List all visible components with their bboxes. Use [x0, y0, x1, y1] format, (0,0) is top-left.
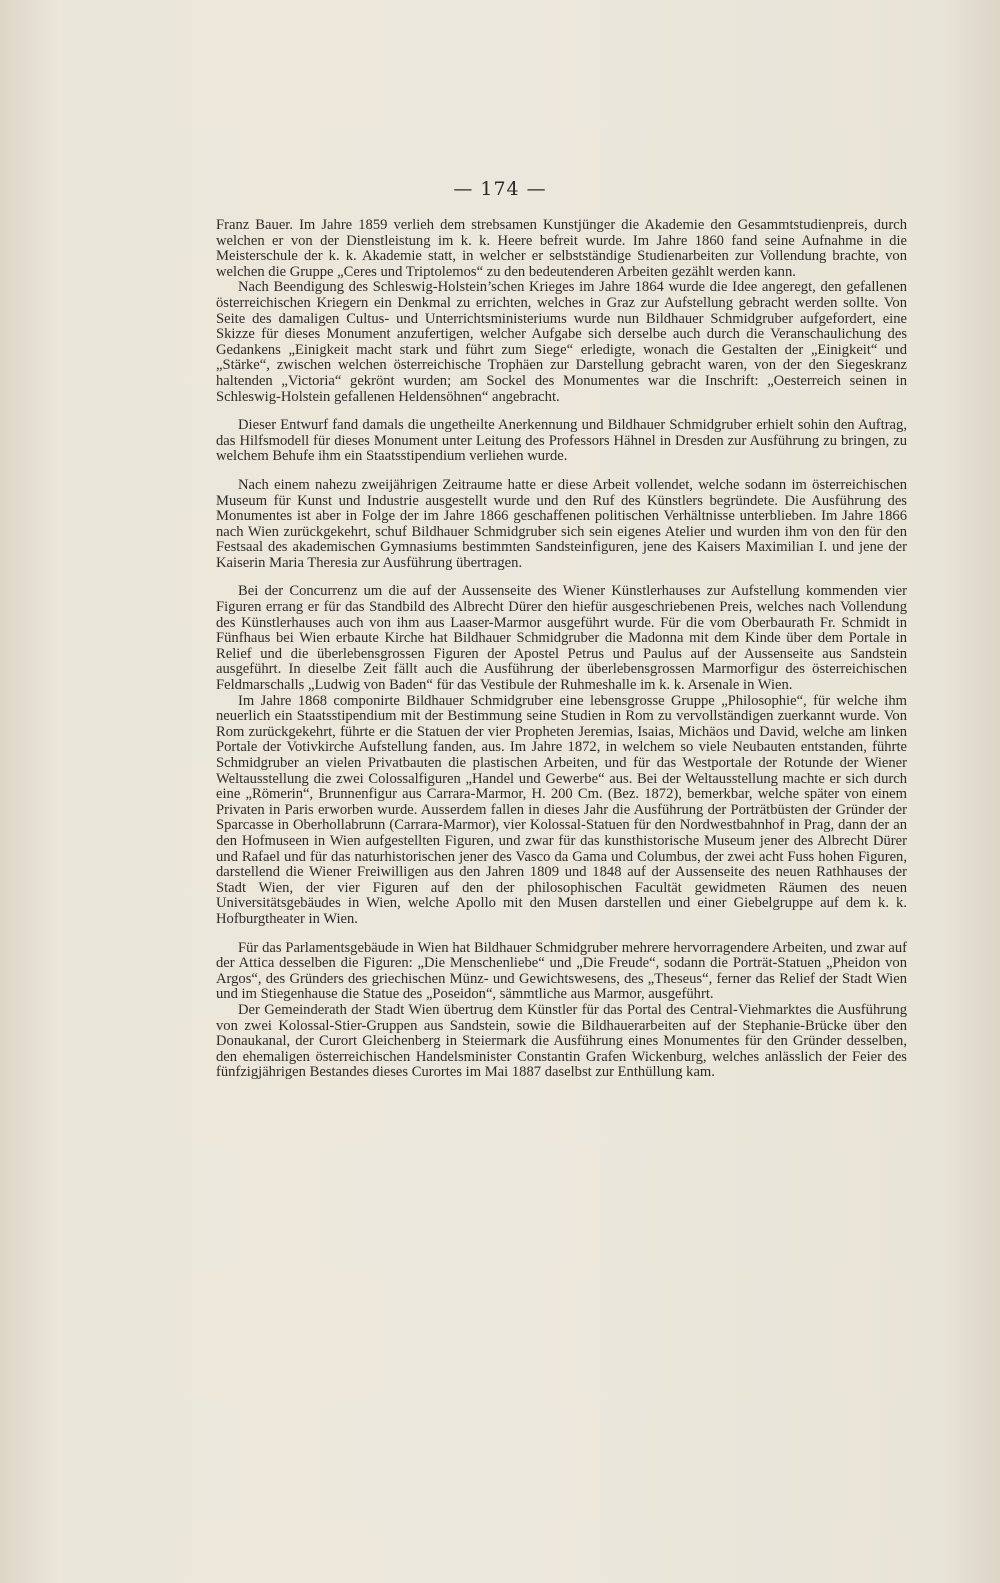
paragraph-3: Dieser Entwurf fand damals die ungetheilte Anerkennung und Bildhauer Schmidgruber erhielt sohin den Auftrag, das Hilfsmodell für dieses Monument unter Leitung des Professors Hähnel in Dresden zur Ausführung zu bringen, zu welchem Behufe ihm ein Staatsstipendium verliehen wurde.	[216, 417, 907, 465]
paragraph-7: Für das Parlamentsgebäude in Wien hat Bildhauer Schmidgruber mehrere hervorragendere Arbeiten, und zwar auf der Attica desselben die Figuren: „Die Menschenliebe“ und „Die Freude“, sodann die Porträt-Statuen „Pheidon von Argos“, des Gründers des griechischen Münz- und Gewichtswesens, des „Theseus“, ferner das Relief der Stadt Wien und im Stiegenhause die Statue des „Poseidon“, sämmtliche aus Marmor, ausgeführt.	[216, 939, 907, 1003]
page-number: — 174 —	[453, 178, 547, 200]
paragraph-1: Franz Bauer. Im Jahre 1859 verlieh dem strebsamen Kunstjünger die Akademie den Gesammtstudienpreis, durch welchen er von der Dienstleistung im k. k. Heere befreit wurde. Im Jahre 1860 fand seine Aufnahme in die Meisterschule der k. k. Akademie statt, in welcher er selbstständige Studienarbeiten zur Vollendung brachte, von welchen die Gruppe „Ceres und Triptolemos“ zu den bedeutenderen Arbeiten gezählt werden kann.	[216, 217, 907, 280]
paragraph-8: Der Gemeinderath der Stadt Wien übertrug dem Künstler für das Portal des Central-Viehmarktes die Ausführung von zwei Kolossal-Stier-Gruppen aus Sandstein, sowie die Bildhauerarbeiten auf der Stephanie-Brücke über den Donaukanal, der Curort Gleichenberg in Steiermark die Ausführung eines Monumentes für den Gründer desselben, den ehemaligen österreichischen Handelsminister Constantin Grafen Wickenburg, welches anlässlich der Feier des fünfzigjährigen Bestandes dieses Curortes im Mai 1887 daselbst zur Enthüllung kam.	[216, 1001, 907, 1081]
paragraph-2: Nach Beendigung des Schleswig-Holstein’schen Krieges im Jahre 1864 wurde die Idee angeregt, den gefallenen österreichischen Kriegern ein Denkmal zu errichten, welches in Graz zur Aufstellung gebracht werden sollte. Von Seite des damaligen Cultus- und Unterrichtsministeriums wurde nun Bildhauer Schmidgruber aufgefordert, eine Skizze für dieses Monument anzufertigen, welcher Aufgabe sich derselbe auch durch die Veranschaulichung des Gedankens „Einigkeit macht stark und führt zum Siege“ erledigte, wonach die Gestalten der „Einigkeit“ und „Stärke“, zwischen welchen österreichische Trophäen zur Darstellung gebracht waren, von der den Siegeskranz haltenden „Victoria“ gekrönt wurden; am Sockel des Monumentes war die Inschrift: „Oesterreich seinen in Schleswig-Holstein gefallenen Heldensöhnen“ angebracht.	[216, 279, 907, 405]
paragraph-6: Im Jahre 1868 componirte Bildhauer Schmidgruber eine lebensgrosse Gruppe „Philosophie“, für welche ihm neuerlich ein Staatsstipendium mit der Bestimmung seine Studien in Rom zu vervollständigen zuerkannt wurde. Von Rom zurückgekehrt, führte er die Statuen der vier Propheten Jeremias, Isaias, Michäos und David, welche am linken Portale der Votivkirche Aufstellung fanden, aus. Im Jahre 1872, in welchem so viele Neubauten entstanden, führte Schmidgruber an vielen Privatbauten die plastischen Arbeiten, und für das Westportale der Rotunde der Wiener Weltausstellung die zwei Colossalfiguren „Handel und Gewerbe“ aus. Bei der Weltausstellung machte er sich durch eine „Römerin“, Brunnenfigur aus Carrara-Marmor, H. 200 Cm. (Bez. 1872), bemerkbar, welche später von einem Privaten in Paris erworben wurde. Ausserdem fallen in dieses Jahr die Ausführung der Porträtbüsten der Gründer der Sparcasse in Oberhollabrunn (Carrara-Marmor), vier Kolossal-Statuen für den Nordwestbahnhof in Prag, dann der an den Hofmuseen in Wien aufgestellten Figuren, und zwar für das kunsthistorische Museum jener des Albrecht Dürer und Rafael und für das naturhistorischen jener des Vasco da Gama und Columbus, der zwei acht Fuss hohen Figuren, darstellend die Wiener Freiwilligen aus den Jahren 1809 und 1848 auf der Aussenseite des neuen Rathhauses der Stadt Wien, der vier Figuren auf den der philosophischen Facultät gewidmeten Räumen des neuen Universitätsgebäudes in Wien, welche Apollo mit den Musen darstellen und einer Giebelgruppe auf dem k. k. Hofburgtheater in Wien.	[216, 692, 907, 927]
paragraph-5: Bei der Concurrenz um die auf der Aussenseite des Wiener Künstlerhauses zur Aufstellung kommenden vier Figuren errang er für das Standbild des Albrecht Dürer den hiefür ausgeschriebenen Preis, welches nach Vollendung des Künstlerhauses auch von ihm aus Laaser-Marmor ausgeführt wurde. Für die vom Oberbaurath Fr. Schmidt in Fünfhaus bei Wien erbaute Kirche hat Bildhauer Schmidgruber die Madonna mit dem Kinde über dem Portale in Relief und die überlebensgrossen Figuren der Apostel Petrus und Paulus auf der Aussenseite aus Sandstein ausgeführt. In dieselbe Zeit fällt auch die Ausführung der überlebensgrossen Marmorfigur des österreichischen Feldmarschalls „Ludwig von Baden“ für das Vestibule der Ruhmeshalle im k. k. Arsenale in Wien.	[216, 583, 907, 694]
body-text	[216, 218, 907, 1081]
paragraph-4: Nach einem nahezu zweijährigen Zeitraume hatte er diese Arbeit vollendet, welche sodann im österreichischen Museum für Kunst und Industrie ausgestellt wurde und den Ruf des Künstlers begründete. Die Ausführung des Monumentes ist aber in Folge der im Jahre 1866 geschaffenen politischen Verhältnisse unterblieben. Im Jahre 1866 nach Wien zurückgekehrt, schuf Bildhauer Schmidgruber sich sein eigenes Atelier und wurden ihm von den für den Festsaal des akademischen Gymnasiums bestimmten Sandsteinfiguren, jene des Kaisers Maximilian I. und jene der Kaiserin Maria Theresia zur Ausführung übertragen.	[216, 476, 907, 571]
